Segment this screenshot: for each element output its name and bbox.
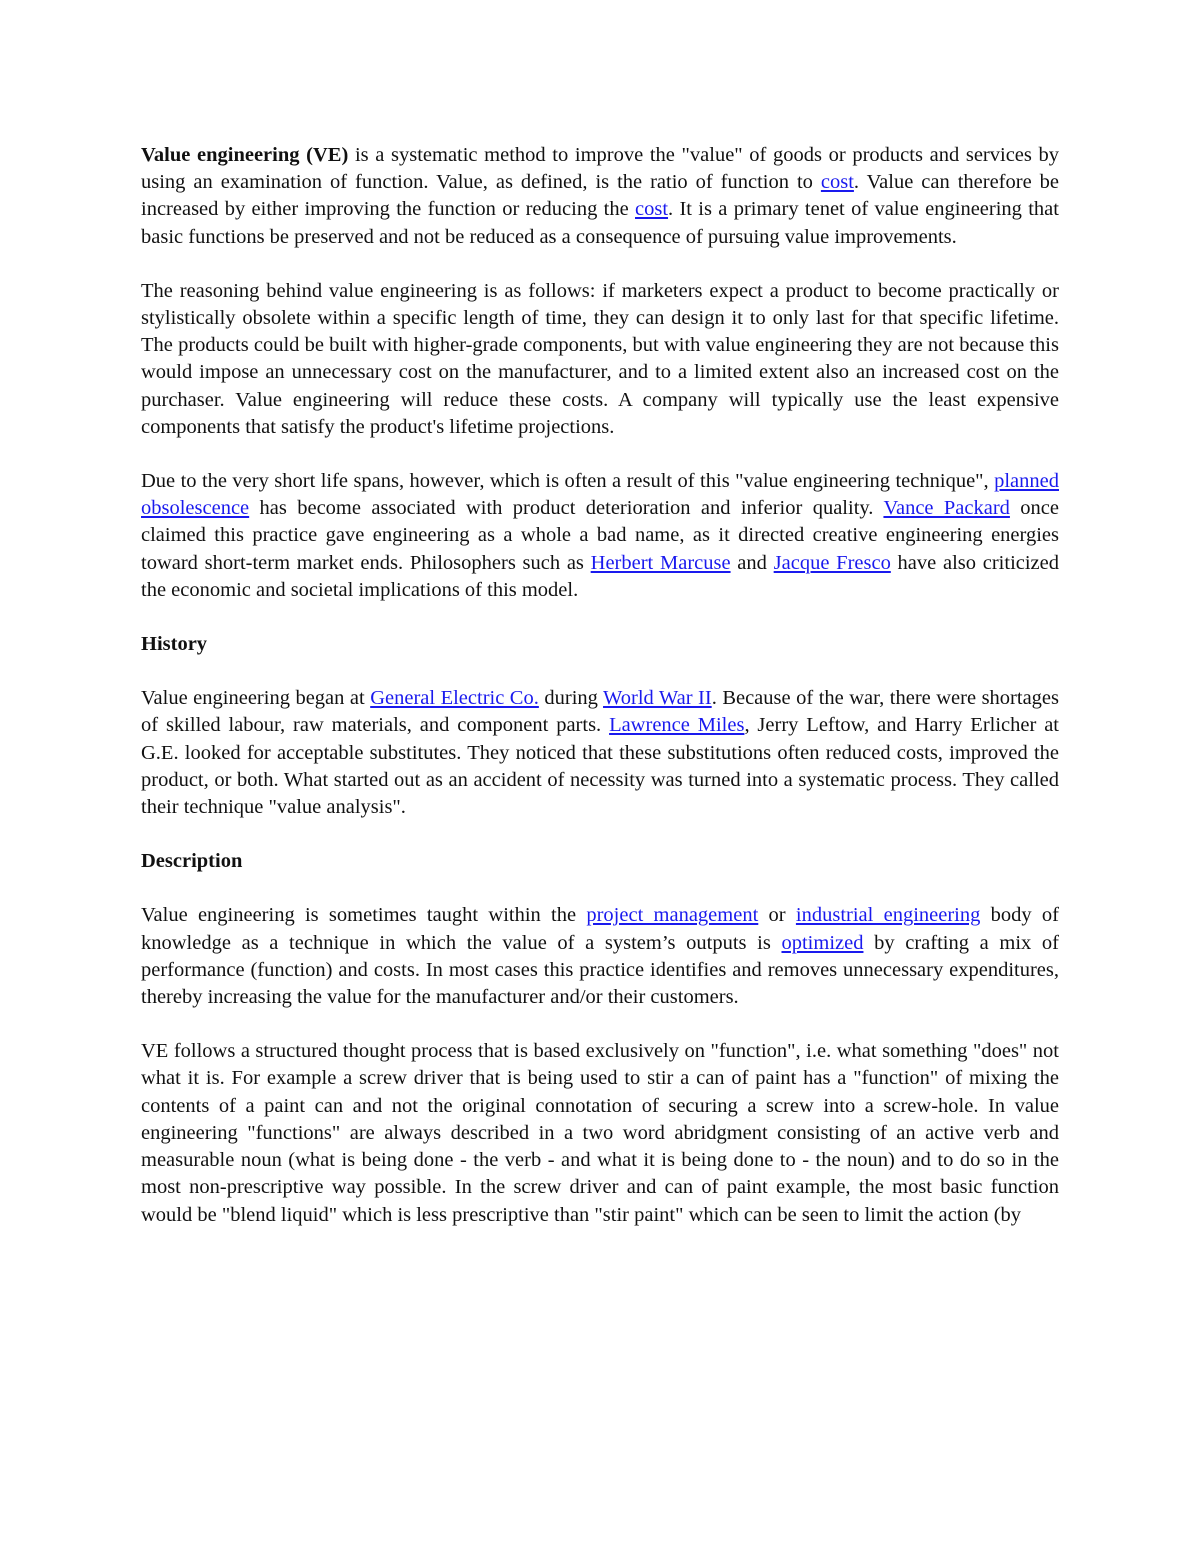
history-text-4: , Jerry Leftow, and Harry Erlicher at G.E. looked for acceptable substitutes. They noticed that these substitutions often reduced costs, improved the product, or both. What started out as an accident of necessity was turned into a systematic process. They called their technique "value analysis". (141, 714, 1059, 819)
history-text-3: . Because of the war, there were shortages of skilled labour, raw materials, and component parts. (141, 687, 1060, 737)
obsolescence-paragraph (141, 468, 1059, 604)
description-text-2: or (758, 904, 796, 927)
term-value-engineering: Value engineering (141, 144, 300, 166)
intro-paragraph (141, 142, 1059, 251)
obsolescence-text-5: have also criticized the economic and societal implications of this model. (141, 551, 1060, 601)
link-optimized[interactable]: optimized (781, 931, 864, 954)
reasoning-paragraph: The reasoning behind value engineering is as follows: if marketers expect a product to become practically or stylistically obsolete within a specific length of time, they can design it to only last for that specific lifetime. The products could be built with higher-grade components, but with value engineering they are not because this would impose an unnecessary cost on the manufacturer, and to a limited extent also an increased cost on the purchaser. Value engineering will reduce these costs. A company will typically use the least expensive components that satisfy the product's lifetime projections. (141, 279, 1059, 438)
history-text-2: during (538, 687, 604, 710)
intro-text-1: is a systematic method to improve the "value" of goods or products and services by using an examination of function. Value, as defined, is the ratio of function to (141, 144, 1060, 194)
intro-text-2: . Value can therefore be increased by either improving the function or reducing the (141, 171, 1059, 221)
link-herbert-marcuse[interactable]: Herbert Marcuse (590, 551, 731, 574)
description-paragraph (141, 902, 1059, 1011)
description-text-4: by crafting a mix of performance (function) and costs. In most cases this practice identifies and removes unnecessary expenditures, thereby increasing the value for the manufacturer and/or their customers. (141, 931, 1059, 1009)
description-heading: Description (141, 850, 243, 873)
link-industrial-engineering[interactable]: industrial engineering (795, 904, 981, 927)
document-page (141, 142, 1059, 1256)
term-abbreviation: (VE) (306, 144, 349, 166)
obsolescence-text-4: and (730, 551, 774, 574)
history-text-1: Value engineering began at (141, 687, 371, 710)
description-text-1: Value engineering is sometimes taught within the (141, 904, 587, 927)
link-vance-packard[interactable]: Vance Packard (883, 497, 1010, 520)
link-world-war-ii[interactable]: World War II (603, 687, 712, 710)
obsolescence-text-3: once claimed this practice gave engineering as a whole a bad name, as it directed creative engineering energies toward short-term market ends. Philosophers such as (141, 497, 1059, 574)
obsolescence-text-1: Due to the very short life spans, however, which is often a result of this "value engineering technique", (141, 470, 995, 493)
description-text-3: body of knowledge as a technique in which the value of a system’s outputs is (141, 904, 1060, 954)
intro-text-3: . It is a primary tenet of value engineering that basic functions be preserved and not be reduced as a consequence of pursuing value improvements. (141, 198, 1059, 248)
history-heading: History (141, 633, 208, 656)
link-general-electric[interactable]: General Electric Co. (370, 687, 539, 710)
link-cost-2[interactable]: cost (635, 198, 669, 221)
link-planned-obsolescence[interactable]: planned obsolescence (141, 470, 1059, 520)
link-cost-1[interactable]: cost (820, 171, 854, 194)
history-paragraph (141, 685, 1059, 821)
link-project-management[interactable]: project management (586, 904, 759, 927)
link-lawrence-miles[interactable]: Lawrence Miles (609, 714, 745, 737)
link-jacque-fresco[interactable]: Jacque Fresco (773, 551, 891, 574)
obsolescence-text-2: has become associated with product deterioration and inferior quality. (249, 497, 884, 520)
function-paragraph: VE follows a structured thought process that is based exclusively on "function", i.e. what something "does" not what it is. For example a screw driver that is being used to stir a can of paint has a "function" of mixing the contents of a paint can and not the original connotation of securing a screw into a screw-hole. In value engineering "functions" are always described in a two word abridgment consisting of an active verb and measurable noun (what is being done - the verb - and what it is being done to - the noun) and to do so in the most non-prescriptive way possible. In the screw driver and can of paint example, the most basic function would be "blend liquid" which is less prescriptive than "stir paint" which can be seen to limit the action (by (141, 1040, 1059, 1226)
